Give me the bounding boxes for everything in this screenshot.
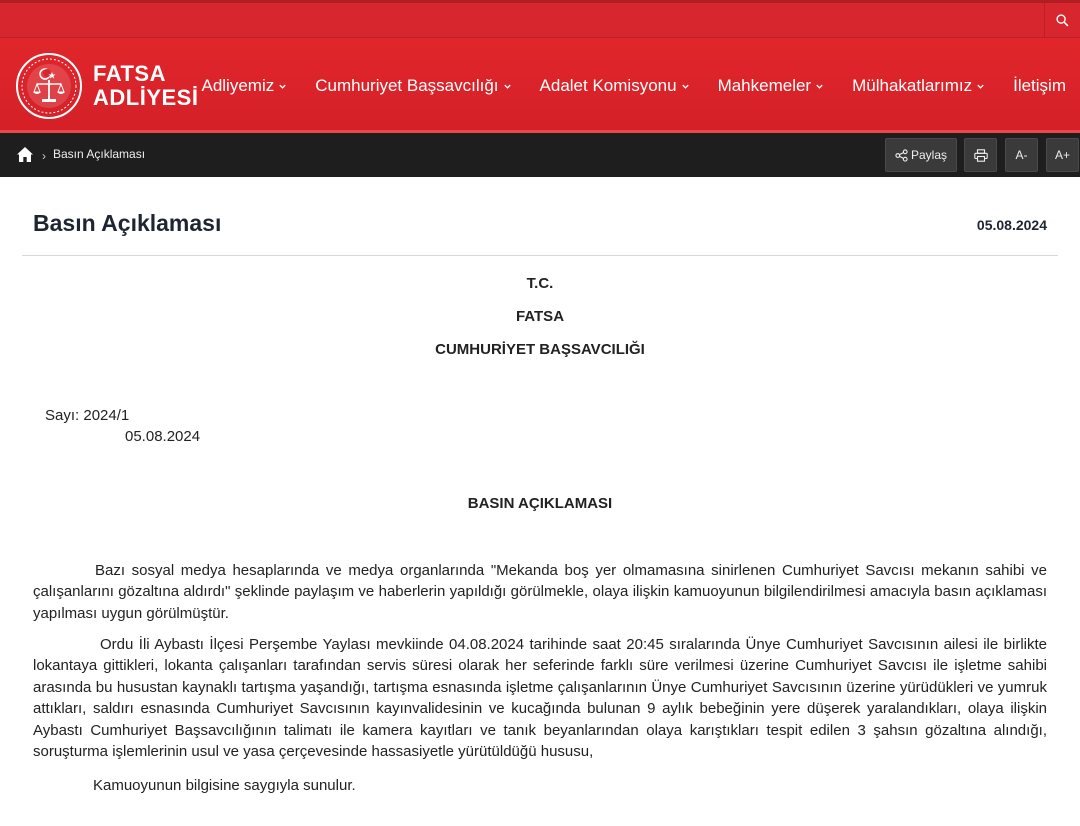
- chevron-right-icon: ›: [42, 149, 46, 163]
- nav-item-mahkemeler[interactable]: [718, 76, 825, 96]
- search-button[interactable]: [1044, 3, 1080, 37]
- search-icon: [1056, 14, 1069, 27]
- doc-header-city: FATSA: [515, 308, 565, 325]
- site-logo[interactable]: [15, 51, 215, 121]
- breadcrumb-bar: [0, 133, 1080, 177]
- article-paragraph: Ordu İli Aybastı İlçesi Perşembe Yaylası mevkiinde 04.08.2024 tarihinde saat 20:45 sıralarında Ünye Cumhuriyet Savcısının ailesi ile birlikte lokantaya gittikleri, lokanta çalışanları tarafından servis süresi olarak her seferinde farklı süre verilmesi üzerine Cumhuriyet Savcısı ile işletme sahibi arasında bu husustan kaynaklı tartışma yaşandığı, tartışma esnasında işletme çalışanlarının Ünye Cumhuriyet Savcısının üzerine yürüdükleri ve yumruk attıkları, saldırı esnasında Cumhuriyet Savcısının kayınvalidesinin ve kucağında bulunan 9 aylık bebeğinin yere düşerek yaralandıkları, olaya ilişkin Aybastı Cumhuriyet Başsavcılığının talimatı ile kamera kayıtları ve tanık beyanlarından olaya karıştıkları tespit edilen 3 şahsın gözaltına alındığı, soruşturma işlemlerinin usul ve yasa çerçevesinde hassasiyetle yürütüldüğü hususu,: [33, 636, 1047, 761]
- document-date: 05.08.2024: [125, 428, 201, 445]
- nav-label: Adalet Komisyonu: [539, 76, 677, 95]
- document-number: Sayı: 2024/1: [45, 407, 130, 424]
- nav-item-cumhuriyet-bassavciligi[interactable]: [315, 76, 511, 96]
- justice-emblem-icon: [15, 52, 83, 120]
- doc-header-office: CUMHURİYET BAŞSAVCILIĞI: [435, 341, 645, 358]
- print-button[interactable]: [964, 138, 997, 172]
- font-decrease-button[interactable]: A-: [1005, 138, 1038, 172]
- logo-text: [93, 62, 198, 110]
- share-label: Paylaş: [910, 148, 948, 162]
- article-date: 05.08.2024: [976, 217, 1047, 233]
- article-paragraph: Kamuoyunun bilgisine saygıyla sunulur.: [93, 777, 356, 794]
- article-paragraph: Bazı sosyal medya hesaplarında ve medya organlarında "Mekanda boş yer olmamasına sinirlenen Cumhuriyet Savcısı mekanın sahibi ve çalışanlarını gözaltına aldırdı" şeklinde paylaşım ve haberlerin yapıldığı görülmekle, olaya ilişkin kamuoyunun bilgilendirilmesi amacıyla basın açıklaması yapılması uygun görülmüştür.: [33, 562, 1047, 622]
- chevron-down-icon: [815, 82, 824, 91]
- nav-item-adalet-komisyonu[interactable]: [540, 76, 690, 96]
- nav-item-iletisim[interactable]: [1013, 76, 1066, 96]
- nav-item-adliyemiz[interactable]: [201, 76, 287, 96]
- chevron-down-icon: [503, 82, 512, 91]
- nav-label: İletişim: [1013, 76, 1066, 95]
- font-increase-button[interactable]: A+: [1046, 138, 1079, 172]
- main-nav: [201, 76, 1066, 96]
- share-icon: [895, 149, 908, 162]
- breadcrumb-current: Basın Açıklaması: [53, 147, 146, 161]
- logo-line1: FATSA: [93, 61, 166, 86]
- logo-line2: ADLİYESİ: [93, 85, 199, 110]
- divider: [22, 255, 1058, 256]
- chevron-down-icon: [976, 82, 985, 91]
- nav-label: Cumhuriyet Başsavcılığı: [315, 76, 499, 95]
- page-title: Basın Açıklaması: [33, 210, 222, 236]
- nav-item-mulhakatlarimiz[interactable]: [852, 76, 985, 96]
- home-icon[interactable]: [16, 146, 34, 163]
- nav-label: Mahkemeler: [717, 76, 812, 95]
- doc-header-tc: T.C.: [526, 275, 554, 292]
- site-header: [0, 37, 1080, 133]
- document-heading: BASIN AÇIKLAMASI: [467, 495, 613, 512]
- nav-label: Adliyemiz: [201, 76, 275, 95]
- nav-label: Mülhakatlarımız: [852, 76, 973, 95]
- print-icon: [974, 149, 988, 162]
- top-bar: [0, 0, 1080, 37]
- chevron-down-icon: [681, 82, 690, 91]
- share-button[interactable]: [885, 138, 957, 172]
- chevron-down-icon: [278, 82, 287, 91]
